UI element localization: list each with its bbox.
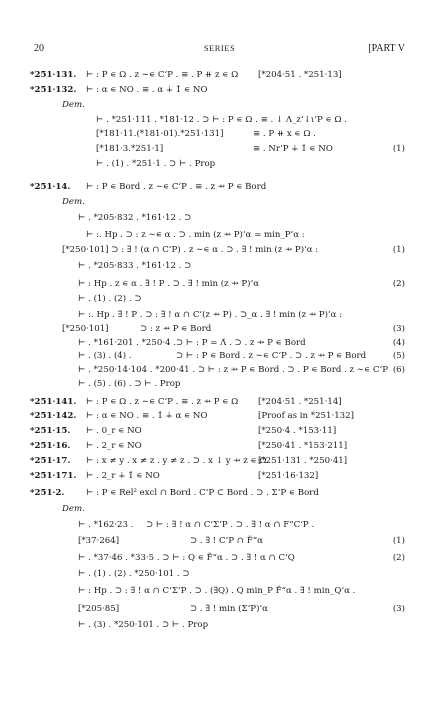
formula-text: ⊢ . (1) . (2) . *250·101 . ⊃	[78, 569, 190, 579]
formula-text: ⊢ . 2_r ∊ NO	[86, 441, 142, 451]
formula-text: ⊢ : Hp . z ∊ α . ∃̇ ! P . ⊃ . ∃ ! min (z ⇸ P)‘α	[78, 279, 260, 289]
proof-line	[0, 311, 435, 323]
dem-label: Dem.	[62, 100, 85, 110]
formula-text: ⊢ . (1) . *251·1 . ⊃ ⊢ . Prop	[96, 159, 216, 169]
reference-text: [*251·131 . *250·41]	[258, 456, 348, 466]
page-number: 20	[34, 43, 44, 54]
reference-text: ⊃ ⊢ : ∃ ! α ∩ C‘Σ‘P . ⊃ . ∃ ! α ∩ F“C‘P .	[146, 520, 315, 530]
proof-line	[0, 587, 435, 599]
formula-text: ⊢ . 0_r ∊ NO	[86, 426, 142, 436]
formula-text: [*250·101] ⊃ : ∃ ! (α ∩ C‘P) . z ∼∊ α . ⊃ . ∃ ! min (z ⇸ P)‘α :	[62, 245, 319, 255]
reference-text: ≡ . P ⧺ x ∊ Ω .	[253, 129, 316, 139]
proposition-number: *251·16.	[30, 441, 71, 451]
proposition-number: *251·132.	[30, 85, 77, 95]
equation-number: (2)	[392, 279, 405, 289]
equation-number: (1)	[392, 536, 405, 546]
proposition-number: *251·142.	[30, 411, 77, 421]
proposition-line	[0, 183, 435, 195]
proof-line	[0, 554, 435, 566]
dem-heading	[0, 101, 435, 113]
proposition-number: *251·131.	[30, 70, 77, 80]
proof-line	[0, 537, 435, 549]
proof-line	[0, 295, 435, 307]
equation-number: (5)	[392, 351, 405, 361]
reference-text: ≡ . Nr‘P ∔ 1̇ ∊ NO	[253, 144, 333, 154]
formula-text: ⊢ : P ∊ Ω . z ∼∊ C‘P . ≡ . P ⧺ z ∊ Ω	[86, 70, 239, 80]
equation-number: (6)	[392, 365, 405, 375]
proof-line	[0, 116, 435, 128]
formula-text: ⊢ . *162·23 .	[78, 520, 134, 530]
reference-text: ⊃ . ∃ ! min (Σ‘P)‘α	[190, 604, 268, 614]
proposition-number: *251·17.	[30, 456, 71, 466]
proof-line	[0, 521, 435, 533]
proof-line	[0, 366, 435, 378]
proof-line	[0, 621, 435, 633]
formula-text: ⊢ :. Hp . ∃̇ ! P . ⊃ : ∃ ! α ∩ C‘(z ⇸ P) . ⊃_α . ∃ ! min (z ⇸ P)‘α :	[78, 310, 343, 320]
formula-text: ⊢ . (1) . (2) . ⊃	[78, 294, 142, 304]
formula-text: [*181·11.(*181·01).*251·131]	[96, 129, 224, 139]
reference-text: [*250·4 . *153·11]	[258, 426, 337, 436]
equation-number: (4)	[392, 338, 405, 348]
formula-text: ⊢ : P ∊ Rel² excl ∩ Bord . C‘P ⊂ Bord . ⊃ . Σ‘P ∊ Bord	[86, 488, 319, 498]
proposition-number: *251·15.	[30, 426, 71, 436]
equation-number: (1)	[392, 245, 405, 255]
formula-text: ⊢ : α ∊ NO . ≡ . α ∔ 1̇ ∊ NO	[86, 85, 208, 95]
proposition-line	[0, 489, 435, 501]
proof-line	[0, 570, 435, 582]
reference-text: [Proof as in *251·132]	[258, 411, 354, 421]
part-label: [PART V	[368, 43, 405, 54]
proof-line	[0, 605, 435, 617]
formula-text: ⊢ . *205·832 . *161·12 . ⊃	[78, 213, 192, 223]
proof-line	[0, 160, 435, 172]
formula-text: ⊢ :. Hp . ⊃ : z ∼∊ α . ⊃ . min (z ⇸ P)‘α = min_P‘α :	[86, 230, 305, 240]
formula-text: ⊢ . *205·833 . *161·12 . ⊃	[78, 261, 192, 271]
dem-label: Dem.	[62, 504, 85, 514]
proposition-line	[0, 86, 435, 98]
formula-text: ⊢ : x ≠ y . x ≠ z . y ≠ z . ⊃ . x ↓ y ⇸ z ∊ Ω	[86, 456, 267, 466]
equation-number: (3)	[392, 604, 405, 614]
proposition-number: *251·171.	[30, 471, 77, 481]
proof-line	[0, 145, 435, 157]
formula-text: ⊢ . *251·111 . *181·12 . ⊃ ⊢ : P ∊ Ω . ≡ . ↓ Λ_z‘↓ι‘P ∊ Ω .	[96, 115, 347, 125]
formula-text: [*37·264]	[78, 536, 120, 546]
proposition-line	[0, 457, 435, 469]
proof-line	[0, 380, 435, 392]
proposition-line	[0, 71, 435, 83]
formula-text: ⊢ : P ∊ Ω . z ∼∊ C‘P . ≡ . z ⇸ P ∊ Ω	[86, 397, 239, 407]
formula-text: ⊢ : P ∊ Bord . z ∼∊ C‘P . ≡ . z ⇸ P ∊ Bord	[86, 182, 267, 192]
reference-text: [*251·16·132]	[258, 471, 319, 481]
proof-line	[0, 262, 435, 274]
formula-text: ⊢ : α ∊ NO . ≡ . 1̇ ∔ α ∊ NO	[86, 411, 208, 421]
reference-text: ⊃ ⊢ : P = Λ̇ . ⊃ . z ⇸ P ∊ Bord	[176, 338, 306, 348]
proof-line	[0, 214, 435, 226]
proposition-number: *251·141.	[30, 397, 77, 407]
dem-label: Dem.	[62, 197, 85, 207]
equation-number: (1)	[392, 144, 405, 154]
reference-text: [*204·51 . *251·14]	[258, 397, 342, 407]
proposition-line	[0, 442, 435, 454]
reference-text: ⊃ . ∃ ! C‘P ∩ F̆“α	[190, 536, 263, 546]
proof-line	[0, 130, 435, 142]
reference-text: ⊃ : z ⇸ P ∊ Bord	[140, 324, 212, 334]
formula-text: ⊢ . (3) . *250·101 . ⊃ ⊢ . Prop	[78, 620, 209, 630]
proof-line	[0, 352, 435, 364]
proposition-line	[0, 472, 435, 484]
formula-text: ⊢ . (3) . (4) .	[78, 351, 132, 361]
formula-text: ⊢ . 2_r ∔ 1̇ ∊ NO	[86, 471, 160, 481]
formula-text: [*205·85]	[78, 604, 120, 614]
formula-text: [*181·3.*251·1]	[96, 144, 164, 154]
proposition-number: *251·14.	[30, 182, 71, 192]
running-title: SERIES	[203, 43, 236, 53]
equation-number: (2)	[392, 553, 405, 563]
proof-line	[0, 339, 435, 351]
proof-line	[0, 246, 435, 258]
reference-text: [*250·41 . *153·211]	[258, 441, 348, 451]
proposition-line	[0, 412, 435, 424]
proof-line	[0, 231, 435, 243]
proof-line	[0, 280, 435, 292]
reference-text: [*204·51 . *251·13]	[258, 70, 342, 80]
dem-heading	[0, 198, 435, 210]
proof-line	[0, 325, 435, 337]
formula-text: ⊢ . *161·201 . *250·4 .	[78, 338, 176, 348]
reference-text: ⊃ ⊢ : P ∊ Bord . z ∼∊ C‘P . ⊃ . z ⇸ P ∊ Bord	[176, 351, 367, 361]
formula-text: ⊢ : Hp . ⊃ : ∃ ! α ∩ C‘Σ‘P . ⊃ . (∃Q) . Q min_P F̆“α . ∃ ! min_Q‘α .	[78, 586, 356, 596]
formula-text: ⊢ . *250·14·104 . *200·41 . ⊃ ⊢ : z ⇸ P ∊ Bord . ⊃ . P ∊ Bord . z ∼∊ C‘P	[78, 365, 388, 375]
formula-text: ⊢ . (5) . (6) . ⊃ ⊢ . Prop	[78, 379, 181, 389]
formula-text: [*250·101]	[62, 324, 109, 334]
dem-heading	[0, 505, 435, 517]
formula-text: ⊢ . *37·46 . *33·5 . ⊃ ⊢ : Q ∊ F̆“α . ⊃ . ∃ ! α ∩ C‘Q	[78, 553, 295, 563]
equation-number: (3)	[392, 324, 405, 334]
proposition-number: *251·2.	[30, 488, 65, 498]
proposition-line	[0, 398, 435, 410]
proposition-line	[0, 427, 435, 439]
running-header	[34, 44, 405, 56]
